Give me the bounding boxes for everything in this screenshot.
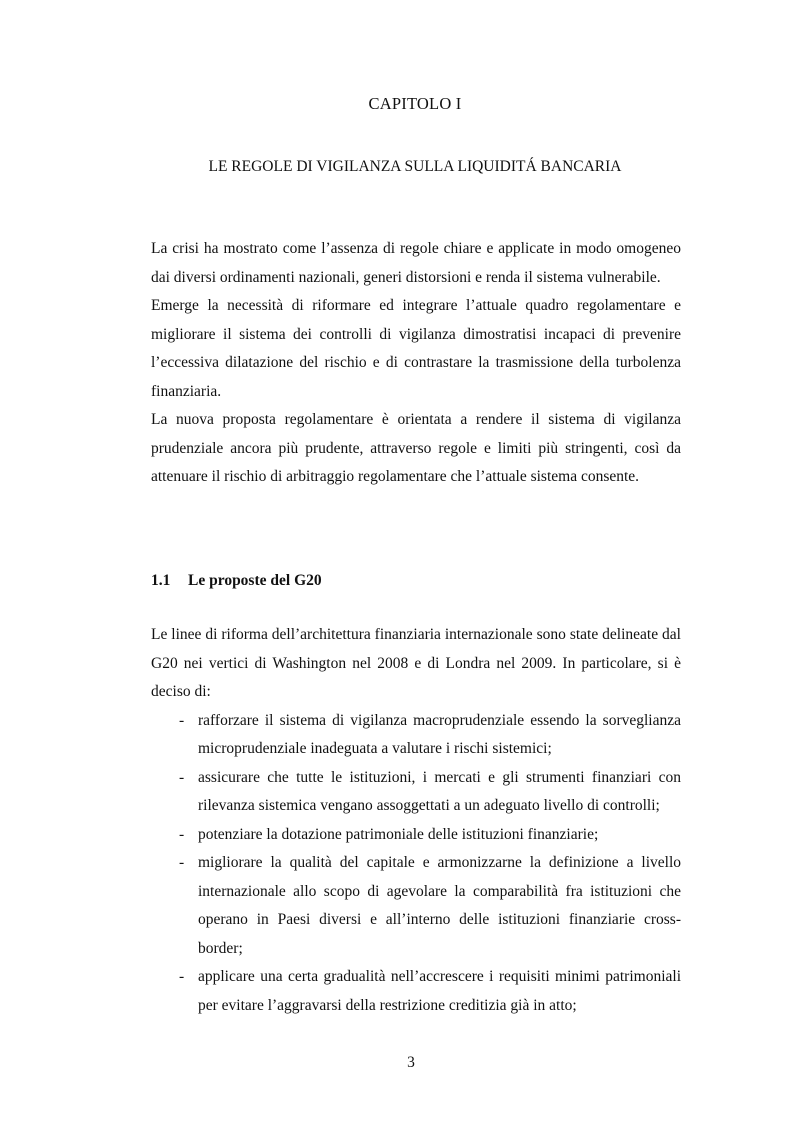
bullet-list <box>151 707 681 1021</box>
bullet-dash: - <box>179 968 185 985</box>
bullet-dash: - <box>179 825 185 843</box>
bullet-dash: - <box>179 711 185 729</box>
bullet-dash: - <box>179 768 185 786</box>
chapter-subtitle: LE REGOLE DI VIGILANZA SULLA LIQUIDITÁ BANCARIA <box>208 158 622 175</box>
intro-text <box>151 235 681 492</box>
list-item-text: potenziare la dotazione patrimoniale delle istituzioni finanziarie; <box>198 825 599 843</box>
section-body <box>151 621 681 1020</box>
page-number: 3 <box>407 1054 415 1071</box>
list-item <box>151 963 681 1020</box>
list-item <box>151 821 681 850</box>
intro-paragraph: Emerge la necessità di riformare ed integrare l’attuale quadro regolamentare e migliorare il sistema dei controlli di vigilanza dimostratisi incapaci di prevenire l’eccessiva dilatazione del rischio e di contrastare la trasmissione della turbolenza finanziaria. <box>151 297 681 400</box>
list-item-text: migliorare la qualità del capitale e armonizzarne la definizione a livello internazionale allo scopo di agevolare la comparabilità fra istituzioni che operano in Paesi diversi e all’interno delle istituzioni finanziarie cross-border; <box>198 854 681 957</box>
bullet-dash: - <box>179 854 185 871</box>
section-intro-paragraph: Le linee di riforma dell’architettura finanziaria internazionale sono state delineate dal G20 nei vertici di Washington nel 2008 e di Londra nel 2009. In particolare, si è deciso di: <box>151 626 681 700</box>
section-number: 1.1 <box>151 572 171 589</box>
section-heading <box>151 572 322 590</box>
intro-paragraph: La nuova proposta regolamentare è orientata a rendere il sistema di vigilanza prudenziale ancora più prudente, attraverso regole e limiti più stringenti, così da attenuare il rischio di arbitraggio regolamentare che l’attuale sistema consente. <box>151 411 681 485</box>
section-title: Le proposte del G20 <box>188 572 322 589</box>
list-item-text: assicurare che tutte le istituzioni, i mercati e gli strumenti finanziari con rilevanza sistemica vengano assoggettati a un adeguato livello di controlli; <box>198 768 681 814</box>
list-item <box>151 849 681 963</box>
intro-paragraph: La crisi ha mostrato come l’assenza di regole chiare e applicate in modo omogeneo dai diversi ordinamenti nazionali, generi distorsioni e renda il sistema vulnerabile. <box>151 240 681 286</box>
list-item <box>151 764 681 821</box>
list-item <box>151 707 681 764</box>
list-item-text: applicare una certa gradualità nell’accrescere i requisiti minimi patrimoniali per evitare l’aggravarsi della restrizione creditizia già in atto; <box>198 968 681 1014</box>
chapter-title: CAPITOLO I <box>368 94 462 113</box>
list-item-text: rafforzare il sistema di vigilanza macroprudenziale essendo la sorveglianza microprudenziale inadeguata a valutare i rischi sistemici; <box>198 711 681 757</box>
